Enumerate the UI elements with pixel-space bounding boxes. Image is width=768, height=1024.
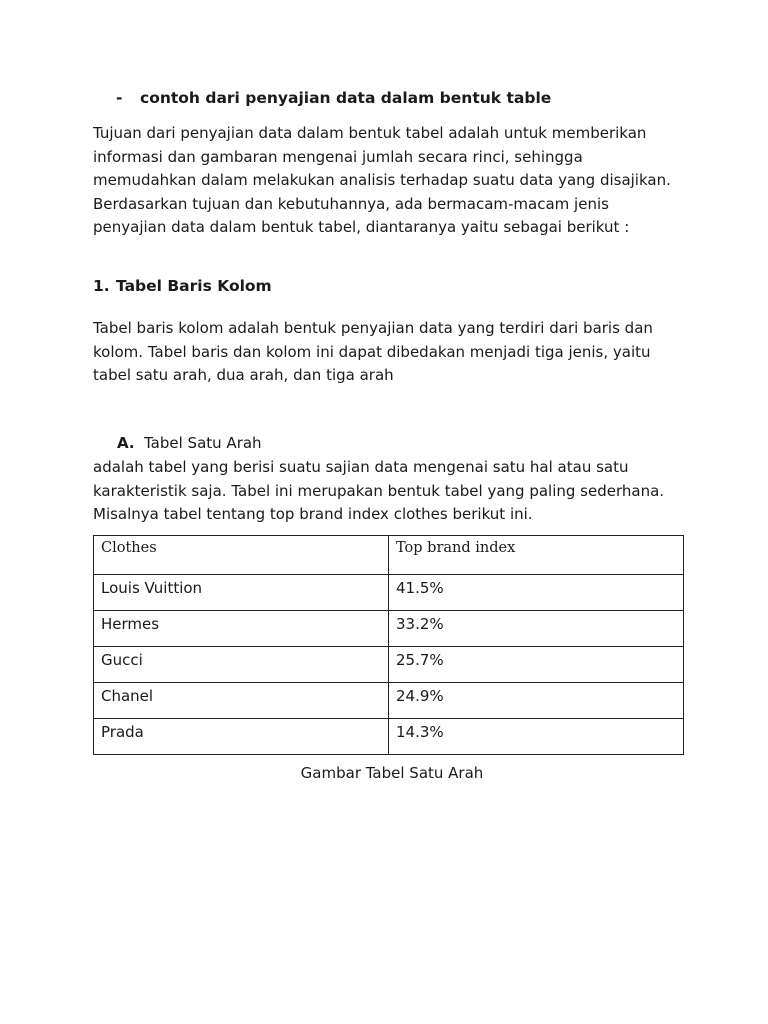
- table-row: [94, 611, 684, 647]
- index-cell: 33.2%: [389, 611, 684, 647]
- brand-cell: Gucci: [94, 647, 389, 683]
- brand-cell: Prada: [94, 719, 389, 755]
- bullet-dash: -: [116, 89, 123, 107]
- intro-line: penyajian data dalam bentuk tabel, diantaranya yaitu sebagai berikut :: [93, 218, 630, 236]
- table-row: [94, 575, 684, 611]
- subsection-line: adalah tabel yang berisi suatu sajian data mengenai satu hal atau satu: [93, 458, 629, 476]
- bullet-text: contoh dari penyajian data dalam bentuk table: [140, 89, 552, 107]
- section-heading: [93, 277, 272, 295]
- intro-line: informasi dan gambaran mengenai jumlah secara rinci, sehingga: [93, 147, 583, 166]
- intro-paragraph: [93, 122, 693, 240]
- subsection-letter: A.: [117, 434, 135, 452]
- index-cell: 14.3%: [389, 719, 684, 755]
- subsection-title: Tabel Satu Arah: [144, 434, 262, 452]
- subsection-heading: [117, 434, 262, 452]
- intro-line: memudahkan dalam melakukan analisis terhadap suatu data yang disajikan.: [93, 171, 671, 189]
- section-number: 1.: [93, 277, 110, 295]
- intro-line: Berdasarkan tujuan dan kebutuhannya, ada bermacam-macam jenis: [93, 194, 609, 213]
- section-line: kolom. Tabel baris dan kolom ini dapat dibedakan menjadi tiga jenis, yaitu: [93, 342, 651, 361]
- header-cell-clothes: Clothes: [94, 536, 389, 575]
- brand-index-table: [93, 535, 684, 755]
- section-line: tabel satu arah, dua arah, dan tiga arah: [93, 366, 394, 384]
- section-title: Tabel Baris Kolom: [116, 277, 272, 295]
- table-caption: Gambar Tabel Satu Arah: [300, 764, 484, 782]
- subsection-line: karakteristik saja. Tabel ini merupakan bentuk tabel yang paling sederhana.: [93, 481, 665, 500]
- table-row: [94, 683, 684, 719]
- header-cell-top-brand-index: Top brand index: [389, 536, 684, 575]
- intro-line: Tujuan dari penyajian data dalam bentuk tabel adalah untuk memberikan: [93, 124, 647, 142]
- table-row: [94, 719, 684, 755]
- subsection-line: Misalnya tabel tentang top brand index clothes berikut ini.: [93, 505, 533, 523]
- brand-cell: Hermes: [94, 611, 389, 647]
- index-cell: 41.5%: [389, 575, 684, 611]
- subsection-paragraph: [93, 456, 693, 527]
- section-paragraph: [93, 317, 693, 388]
- brand-cell: Chanel: [94, 683, 389, 719]
- bullet-heading: [116, 89, 551, 107]
- index-cell: 24.9%: [389, 683, 684, 719]
- table-row: [94, 647, 684, 683]
- section-line: Tabel baris kolom adalah bentuk penyajian data yang terdiri dari baris dan: [93, 319, 653, 337]
- table-header-row: [94, 536, 684, 575]
- index-cell: 25.7%: [389, 647, 684, 683]
- brand-cell: Louis Vuittion: [94, 575, 389, 611]
